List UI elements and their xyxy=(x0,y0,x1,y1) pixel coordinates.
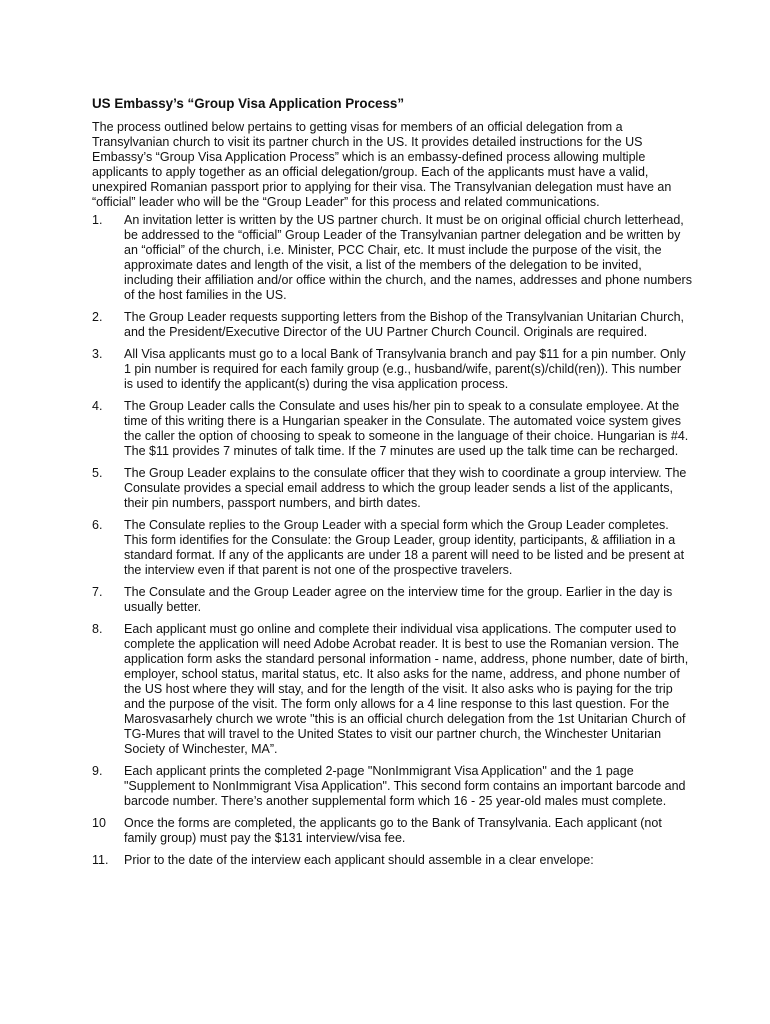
step-text: The Group Leader requests supporting letters from the Bishop of the Transylvanian Unitarian Church, and the President/Executive Director of the UU Partner Church Council. Originals are required. xyxy=(124,310,685,339)
step-item xyxy=(92,816,692,846)
step-item xyxy=(92,399,692,459)
step-number: 6. xyxy=(92,518,103,532)
step-text: Each applicant must go online and complete their individual visa applications. The computer used to complete the application will need Adobe Acrobat reader. It is best to use the Romanian version. The application form asks the standard personal information - name, address, phone number, date of birth, employer, school status, marital status, etc. It also asks for the name, address, and phone number of the US host where they will stay, and for the length of the visit. It also asks who is paying for the trip and the purpose of the visit. The form only allows for a 4 line response to this last question. For the Marosvasarhely church we wrote "this is an official church delegation from the 1st Unitarian Church of TG-Mures that will travel to the United States to visit our partner church, the Winchester Unitarian Society of Winchester, MA”. xyxy=(124,622,689,756)
step-text: Once the forms are completed, the applicants go to the Bank of Transylvania. Each applicant (not family group) must pay the $131 interview/visa fee. xyxy=(124,816,662,845)
step-text: An invitation letter is written by the US partner church. It must be on original official church letterhead, be addressed to the “official” Group Leader of the Transylvanian partner delegation and be written by an “official” of the church, i.e. Minister, PCC Chair, etc. It must include the purpose of the visit, the approximate dates and length of the visit, a list of the members of the delegation to be invited, including their affiliation and/or office within the church, and the names, addresses and phone numbers of the host families in the US. xyxy=(124,213,692,302)
step-number: 7. xyxy=(92,585,103,599)
step-text: All Visa applicants must go to a local Bank of Transylvania branch and pay $11 for a pin number. Only 1 pin number is required for each family group (e.g., husband/wife, parent(s)/child(ren)). This number is used to identify the applicant(s) during the visa application process. xyxy=(124,347,686,391)
step-item xyxy=(92,518,692,578)
step-item xyxy=(92,347,692,392)
intro-paragraph: The process outlined below pertains to getting visas for members of an official delegation from a Transylvanian church to visit its partner church in the US. It provides detailed instructions for the US Embassy’s “Group Visa Application Process” which is an embassy-defined process allowing multiple applicants to apply together as an official delegation/group. Each of the applicants must have a valid, unexpired Romanian passport prior to applying for their visa. The Transylvanian delegation must have an “official” leader who will be the “Group Leader” for this process and related communications. xyxy=(92,120,672,209)
step-number: 2. xyxy=(92,310,103,324)
step-number: 9. xyxy=(92,764,103,778)
step-number: 8. xyxy=(92,622,103,636)
step-text: The Group Leader explains to the consulate officer that they wish to coordinate a group interview. The Consulate provides a special email address to which the group leader sends a list of the applicants, their pin numbers, passport numbers, and birth dates. xyxy=(124,466,687,510)
step-text: The Consulate replies to the Group Leader with a special form which the Group Leader completes. This form identifies for the Consulate: the Group Leader, group identity, participants, & affiliation in a standard format. If any of the applicants are under 18 a parent will need to be listed and be present at the interview even if that parent is not one of the prospective travelers. xyxy=(124,518,685,577)
step-number: 5. xyxy=(92,466,103,480)
step-text: Each applicant prints the completed 2-page "NonImmigrant Visa Application" and the 1 page "Supplement to NonImmigrant Visa Application". This second form contains an important barcode and barcode number. There’s another supplemental form which 16 - 25 year-old males must complete. xyxy=(124,764,686,808)
step-text: Prior to the date of the interview each applicant should assemble in a clear envelope: xyxy=(124,853,594,867)
steps-list xyxy=(92,213,692,868)
step-number: 10 xyxy=(92,816,106,830)
step-item xyxy=(92,622,692,757)
step-number: 11. xyxy=(92,853,109,867)
step-item xyxy=(92,853,692,868)
step-item xyxy=(92,764,692,809)
document-title: US Embassy’s “Group Visa Application Process” xyxy=(92,96,405,111)
step-item xyxy=(92,310,692,340)
step-text: The Group Leader calls the Consulate and uses his/her pin to speak to a consulate employee. At the time of this writing there is a Hungarian speaker in the Consulate. The automated voice system gives the caller the option of choosing to speak to someone in the language of their choice. Hungarian is #4. The $11 provides 7 minutes of talk time. If the 7 minutes are used up the talk time can be recharged. xyxy=(124,399,689,458)
document-page xyxy=(92,96,692,875)
step-number: 3. xyxy=(92,347,103,361)
step-number: 1. xyxy=(92,213,103,227)
step-item xyxy=(92,466,692,511)
step-item xyxy=(92,213,692,303)
step-item xyxy=(92,585,692,615)
step-text: The Consulate and the Group Leader agree on the interview time for the group. Earlier in the day is usually better. xyxy=(124,585,673,614)
step-number: 4. xyxy=(92,399,103,413)
